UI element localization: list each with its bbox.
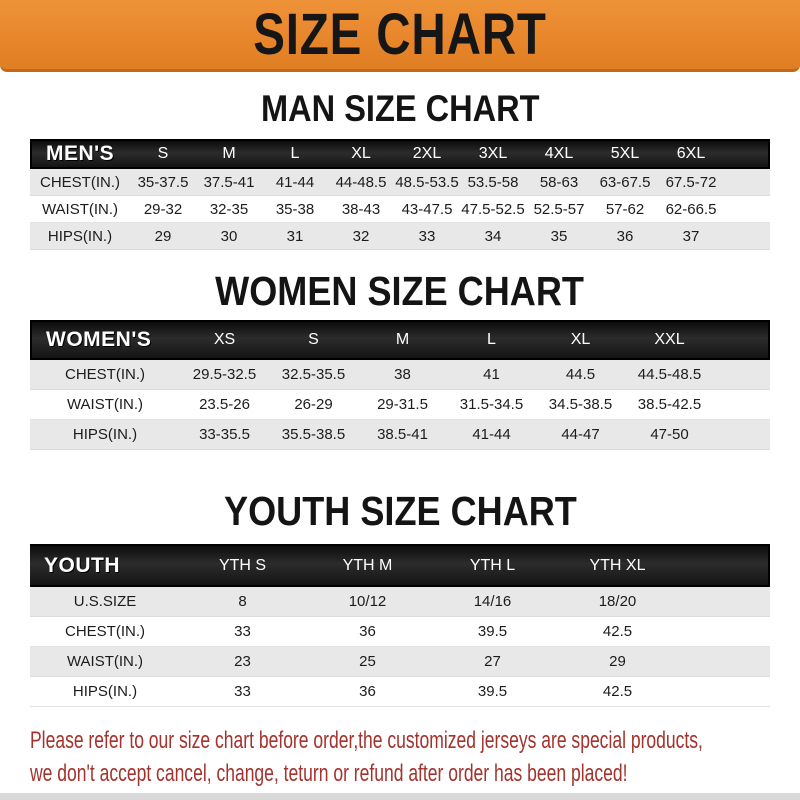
size-cell: 41 [447, 360, 536, 390]
size-cell: 33 [180, 617, 305, 647]
column-header: YTH M [305, 544, 430, 587]
size-chart-banner [0, 0, 800, 72]
youth-header-label: YOUTH [30, 544, 180, 587]
table-header-row [30, 139, 770, 169]
column-header: YTH XL [555, 544, 680, 587]
table-row [30, 360, 770, 390]
size-cell: 26-29 [269, 390, 358, 420]
size-cell: 39.5 [430, 617, 555, 647]
filler-cell [714, 360, 770, 390]
column-header: YTH L [430, 544, 555, 587]
column-header: XS [180, 320, 269, 360]
row-label: WAIST(IN.) [30, 196, 130, 223]
table-row [30, 587, 770, 617]
size-cell: 30 [196, 223, 262, 250]
size-cell: 37.5-41 [196, 169, 262, 196]
size-cell: 37 [658, 223, 724, 250]
size-cell: 27 [430, 647, 555, 677]
size-cell: 36 [305, 617, 430, 647]
size-cell: 35.5-38.5 [269, 420, 358, 450]
size-cell: 10/12 [305, 587, 430, 617]
size-cell: 43-47.5 [394, 196, 460, 223]
size-cell: 29 [130, 223, 196, 250]
size-cell: 23 [180, 647, 305, 677]
column-header: 6XL [658, 139, 724, 169]
size-cell: 44-48.5 [328, 169, 394, 196]
size-cell: 31.5-34.5 [447, 390, 536, 420]
size-cell: 32 [328, 223, 394, 250]
bottom-strip [0, 793, 800, 800]
column-header: YTH S [180, 544, 305, 587]
column-header: XL [328, 139, 394, 169]
filler-cell [724, 223, 770, 250]
banner-title: SIZE CHART [253, 2, 547, 67]
column-header: XXL [625, 320, 714, 360]
column-header: L [262, 139, 328, 169]
size-cell: 48.5-53.5 [394, 169, 460, 196]
table-row [30, 223, 770, 250]
size-cell: 32-35 [196, 196, 262, 223]
size-cell: 29 [555, 647, 680, 677]
men-header-label: MEN'S [30, 139, 130, 169]
size-cell: 35-38 [262, 196, 328, 223]
size-cell: 29-32 [130, 196, 196, 223]
size-cell: 33-35.5 [180, 420, 269, 450]
size-cell: 57-62 [592, 196, 658, 223]
size-cell: 38 [358, 360, 447, 390]
table-header-row [30, 544, 770, 587]
filler-cell [680, 617, 770, 647]
filler-cell [680, 587, 770, 617]
size-cell: 33 [180, 677, 305, 707]
size-cell: 36 [305, 677, 430, 707]
size-cell: 41-44 [262, 169, 328, 196]
size-cell: 38.5-42.5 [625, 390, 714, 420]
column-header: XL [536, 320, 625, 360]
row-label: WAIST(IN.) [30, 390, 180, 420]
size-cell: 38.5-41 [358, 420, 447, 450]
row-label: U.S.SIZE [30, 587, 180, 617]
disclaimer-line-2: we don't accept cancel, change, teturn or refund after order has been placed! [30, 760, 628, 787]
size-cell: 58-63 [526, 169, 592, 196]
size-cell: 18/20 [555, 587, 680, 617]
row-label: HIPS(IN.) [30, 420, 180, 450]
size-cell: 25 [305, 647, 430, 677]
size-cell: 44.5 [536, 360, 625, 390]
size-cell: 34.5-38.5 [536, 390, 625, 420]
row-label: CHEST(IN.) [30, 360, 180, 390]
table-row [30, 677, 770, 707]
column-header: L [447, 320, 536, 360]
size-cell: 29.5-32.5 [180, 360, 269, 390]
column-header: 3XL [460, 139, 526, 169]
size-cell: 31 [262, 223, 328, 250]
size-cell: 39.5 [430, 677, 555, 707]
table-row [30, 196, 770, 223]
table-row [30, 617, 770, 647]
size-cell: 63-67.5 [592, 169, 658, 196]
size-cell: 47.5-52.5 [460, 196, 526, 223]
table-header-row [30, 320, 770, 360]
column-header: 5XL [592, 139, 658, 169]
size-cell: 47-50 [625, 420, 714, 450]
disclaimer-note [30, 724, 800, 790]
size-cell: 23.5-26 [180, 390, 269, 420]
column-header: 2XL [394, 139, 460, 169]
column-header: S [269, 320, 358, 360]
size-cell: 14/16 [430, 587, 555, 617]
size-cell: 36 [592, 223, 658, 250]
filler-cell [680, 647, 770, 677]
row-label: CHEST(IN.) [30, 169, 130, 196]
size-cell: 44.5-48.5 [625, 360, 714, 390]
size-cell: 42.5 [555, 617, 680, 647]
size-cell: 35-37.5 [130, 169, 196, 196]
table-row [30, 647, 770, 677]
disclaimer-line-1: Please refer to our size chart before order,the customized jerseys are special products, [30, 727, 703, 754]
column-header: M [358, 320, 447, 360]
filler-cell [724, 196, 770, 223]
size-cell: 33 [394, 223, 460, 250]
size-cell: 8 [180, 587, 305, 617]
filler-cell [680, 677, 770, 707]
women-header-label: WOMEN'S [30, 320, 180, 360]
men-section-title: MAN SIZE CHART [260, 88, 540, 129]
filler-cell [714, 390, 770, 420]
row-label: HIPS(IN.) [30, 677, 180, 707]
size-cell: 52.5-57 [526, 196, 592, 223]
filler-header-cell [680, 544, 770, 587]
size-cell: 44-47 [536, 420, 625, 450]
table-row [30, 420, 770, 450]
row-label: WAIST(IN.) [30, 647, 180, 677]
size-cell: 38-43 [328, 196, 394, 223]
youth-section-title: YOUTH SIZE CHART [223, 488, 577, 534]
table-row [30, 169, 770, 196]
row-label: HIPS(IN.) [30, 223, 130, 250]
size-cell: 29-31.5 [358, 390, 447, 420]
row-label: CHEST(IN.) [30, 617, 180, 647]
youth-size-table [30, 544, 770, 707]
women-section-title: WOMEN SIZE CHART [215, 268, 585, 314]
filler-cell [714, 420, 770, 450]
size-cell: 32.5-35.5 [269, 360, 358, 390]
size-cell: 53.5-58 [460, 169, 526, 196]
filler-cell [724, 169, 770, 196]
column-header: 4XL [526, 139, 592, 169]
men-size-table [30, 139, 770, 250]
size-cell: 34 [460, 223, 526, 250]
table-row [30, 390, 770, 420]
filler-header-cell [724, 139, 770, 169]
column-header: M [196, 139, 262, 169]
size-cell: 67.5-72 [658, 169, 724, 196]
size-cell: 35 [526, 223, 592, 250]
filler-header-cell [714, 320, 770, 360]
size-cell: 62-66.5 [658, 196, 724, 223]
column-header: S [130, 139, 196, 169]
size-cell: 42.5 [555, 677, 680, 707]
women-size-table [30, 320, 770, 450]
size-cell: 41-44 [447, 420, 536, 450]
